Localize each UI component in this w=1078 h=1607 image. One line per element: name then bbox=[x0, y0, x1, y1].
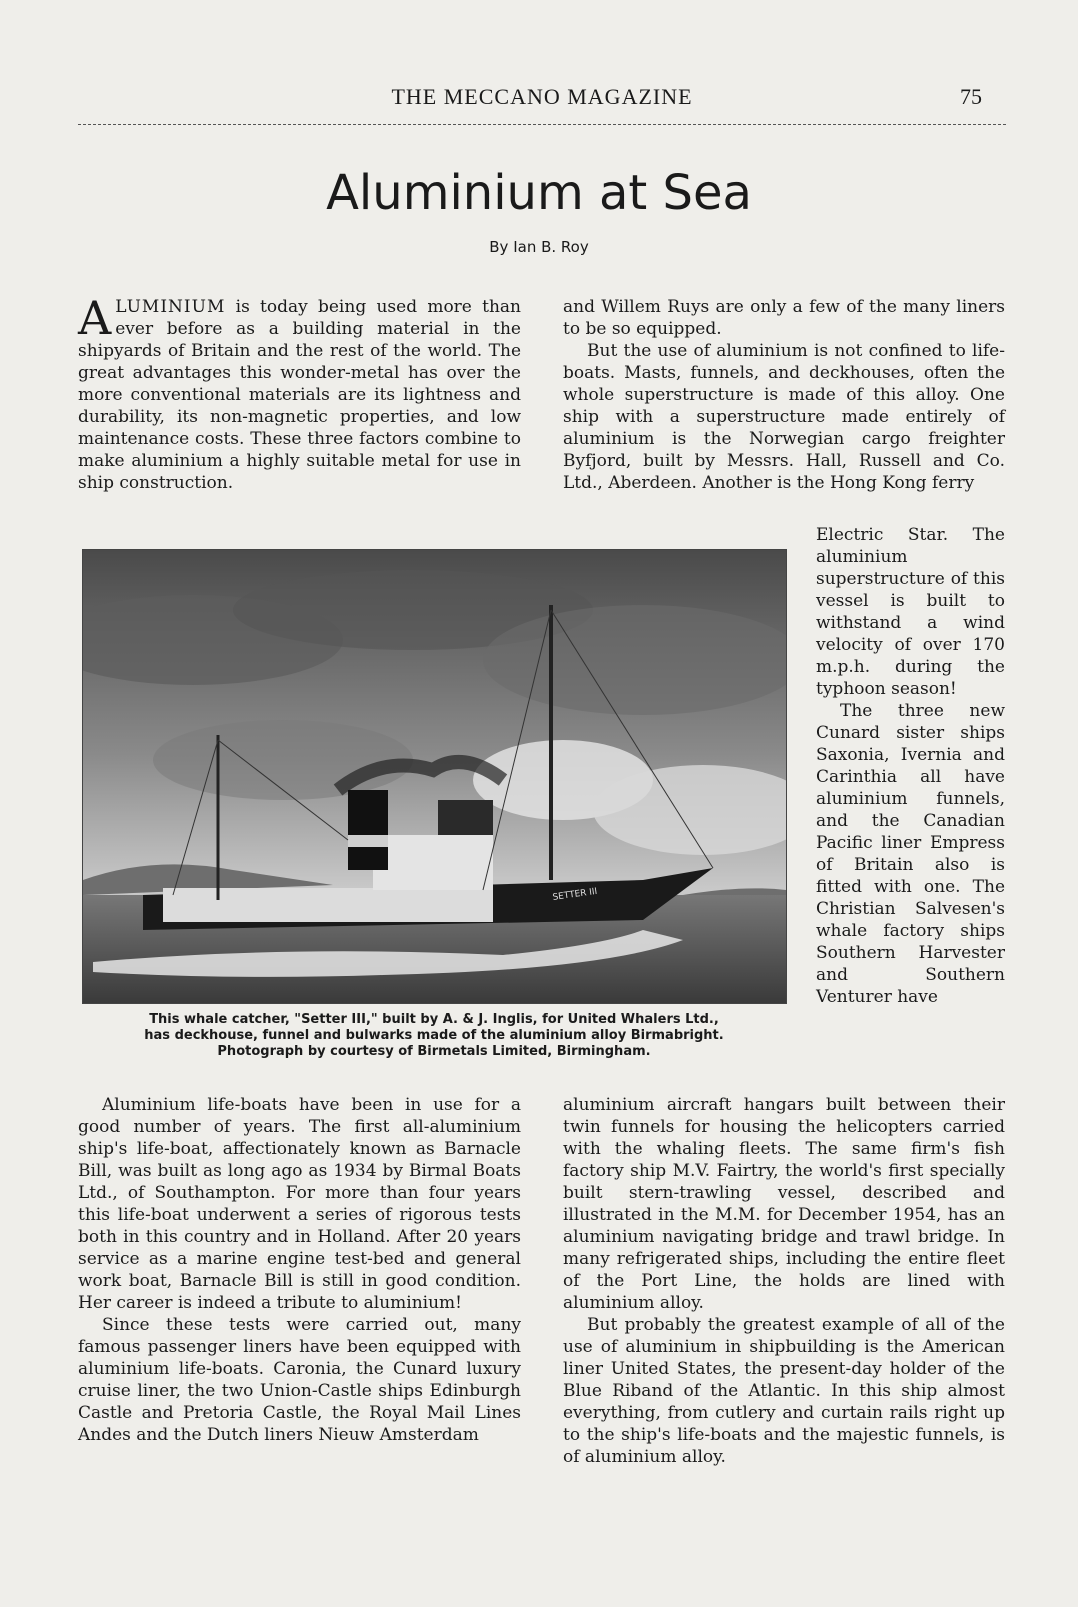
narrow-paragraph-2: The three new Cunard sister ships Saxonia, Ivernia and Carinthia all have aluminium funnels, and the Canadian Pacific liner Empress of Britain also is fitted with one. The Christian Salvesen's whale factory ships Southern Harvester and Southern Venturer have bbox=[816, 701, 1005, 1007]
right-paragraph-2: But the use of aluminium is not confined to life-boats. Masts, funnels, and deckhouses, often the whole superstructure is made of this alloy. One ship with a superstructure made entirely of aluminium is the Norwegian cargo freighter Byfjord, built by Messrs. Hall, Russell and Co. Ltd., Aberdeen. Another is the Hong Kong ferry bbox=[563, 341, 1005, 493]
left-paragraph-1: Aluminium life-boats have been in use for a good number of years. The first all-aluminium ship's life-boat, affectionately known as Barnacle Bill, was built as long ago as 1934 by Birmal Boats Ltd., of Southampton. For more than four years this life-boat underwent a series of rigorous tests both in this country and in Holland. After 20 years service as a marine engine test-bed and general work boat, Barnacle Bill is still in good condition. Her career is indeed a tribute to aluminium! bbox=[78, 1095, 521, 1313]
right-bottom-paragraph-1: aluminium aircraft hangars built between their twin funnels for housing the helicopters carried with the whaling fleets. The same firm's fish factory ship M.V. Fairtry, the world's first specially built stern-trawling vessel, described and illustrated in the M.M. for December 1954, has an aluminium navigating bridge and trawl bridge. In many refrigerated ships, including the entire fleet of the Port Line, the holds are lined with aluminium alloy. bbox=[563, 1095, 1005, 1313]
drop-cap: A bbox=[78, 291, 112, 345]
page-header bbox=[78, 84, 1006, 125]
left-bottom-column bbox=[78, 1094, 521, 1446]
intro-paragraph bbox=[78, 291, 521, 494]
photo-caption bbox=[78, 1012, 790, 1060]
page-number: 75 bbox=[960, 84, 982, 109]
caption-line-1: This whale catcher, "Setter III," built by A. & J. Inglis, for United Whalers Ltd., bbox=[149, 1012, 719, 1027]
narrow-paragraph-1: Electric Star. The aluminium superstructure of this vessel is built to withstand a wind velocity of over 170 m.p.h. during the typhoon season! bbox=[816, 525, 1005, 699]
article-title: Aluminium at Sea bbox=[326, 165, 752, 221]
caption-line-3: Photograph by courtesy of Birmetals Limited, Birmingham. bbox=[217, 1044, 651, 1059]
lead-word: LUMINIUM bbox=[115, 297, 226, 317]
narrow-column bbox=[816, 524, 1005, 1008]
ship-photograph bbox=[82, 549, 787, 1004]
right-top-column bbox=[563, 296, 1005, 494]
running-head: THE MECCANO MAGAZINE bbox=[391, 84, 693, 109]
caption-line-2: has deckhouse, funnel and bulwarks made of the aluminium alloy Birmabright. bbox=[144, 1028, 724, 1043]
right-bottom-paragraph-2: But probably the greatest example of all of the use of aluminium in shipbuilding is the American liner United States, the present-day holder of the Blue Riband of the Atlantic. In this ship almost everything, from cutlery and curtain rails right up to the ship's life-boats and the majestic funnels, is of aluminium alloy. bbox=[563, 1315, 1005, 1467]
hull-name: SETTER III bbox=[552, 886, 598, 903]
intro-column bbox=[78, 291, 521, 494]
left-paragraph-2: Since these tests were carried out, many famous passenger liners have been equipped with aluminium life-boats. Caronia, the Cunard luxury cruise liner, the two Union-Castle ships Edinburgh Castle and Pretoria Castle, the Royal Mail Lines Andes and the Dutch liners Nieuw Amsterdam bbox=[78, 1315, 521, 1445]
right-paragraph-1: and Willem Ruys are only a few of the many liners to be so equipped. bbox=[563, 297, 1005, 339]
intro-text: is today being used more than ever before as a building material in the shipyards of Britain and the rest of the world. The great advantages this wonder-metal has over the more conventional materials are its lightness and durability, its non-magnetic properties, and low maintenance costs. These three factors combine to make aluminium a highly suitable metal for use in ship construction. bbox=[78, 297, 521, 493]
right-bottom-column bbox=[563, 1094, 1005, 1468]
byline: By Ian B. Roy bbox=[489, 238, 589, 256]
